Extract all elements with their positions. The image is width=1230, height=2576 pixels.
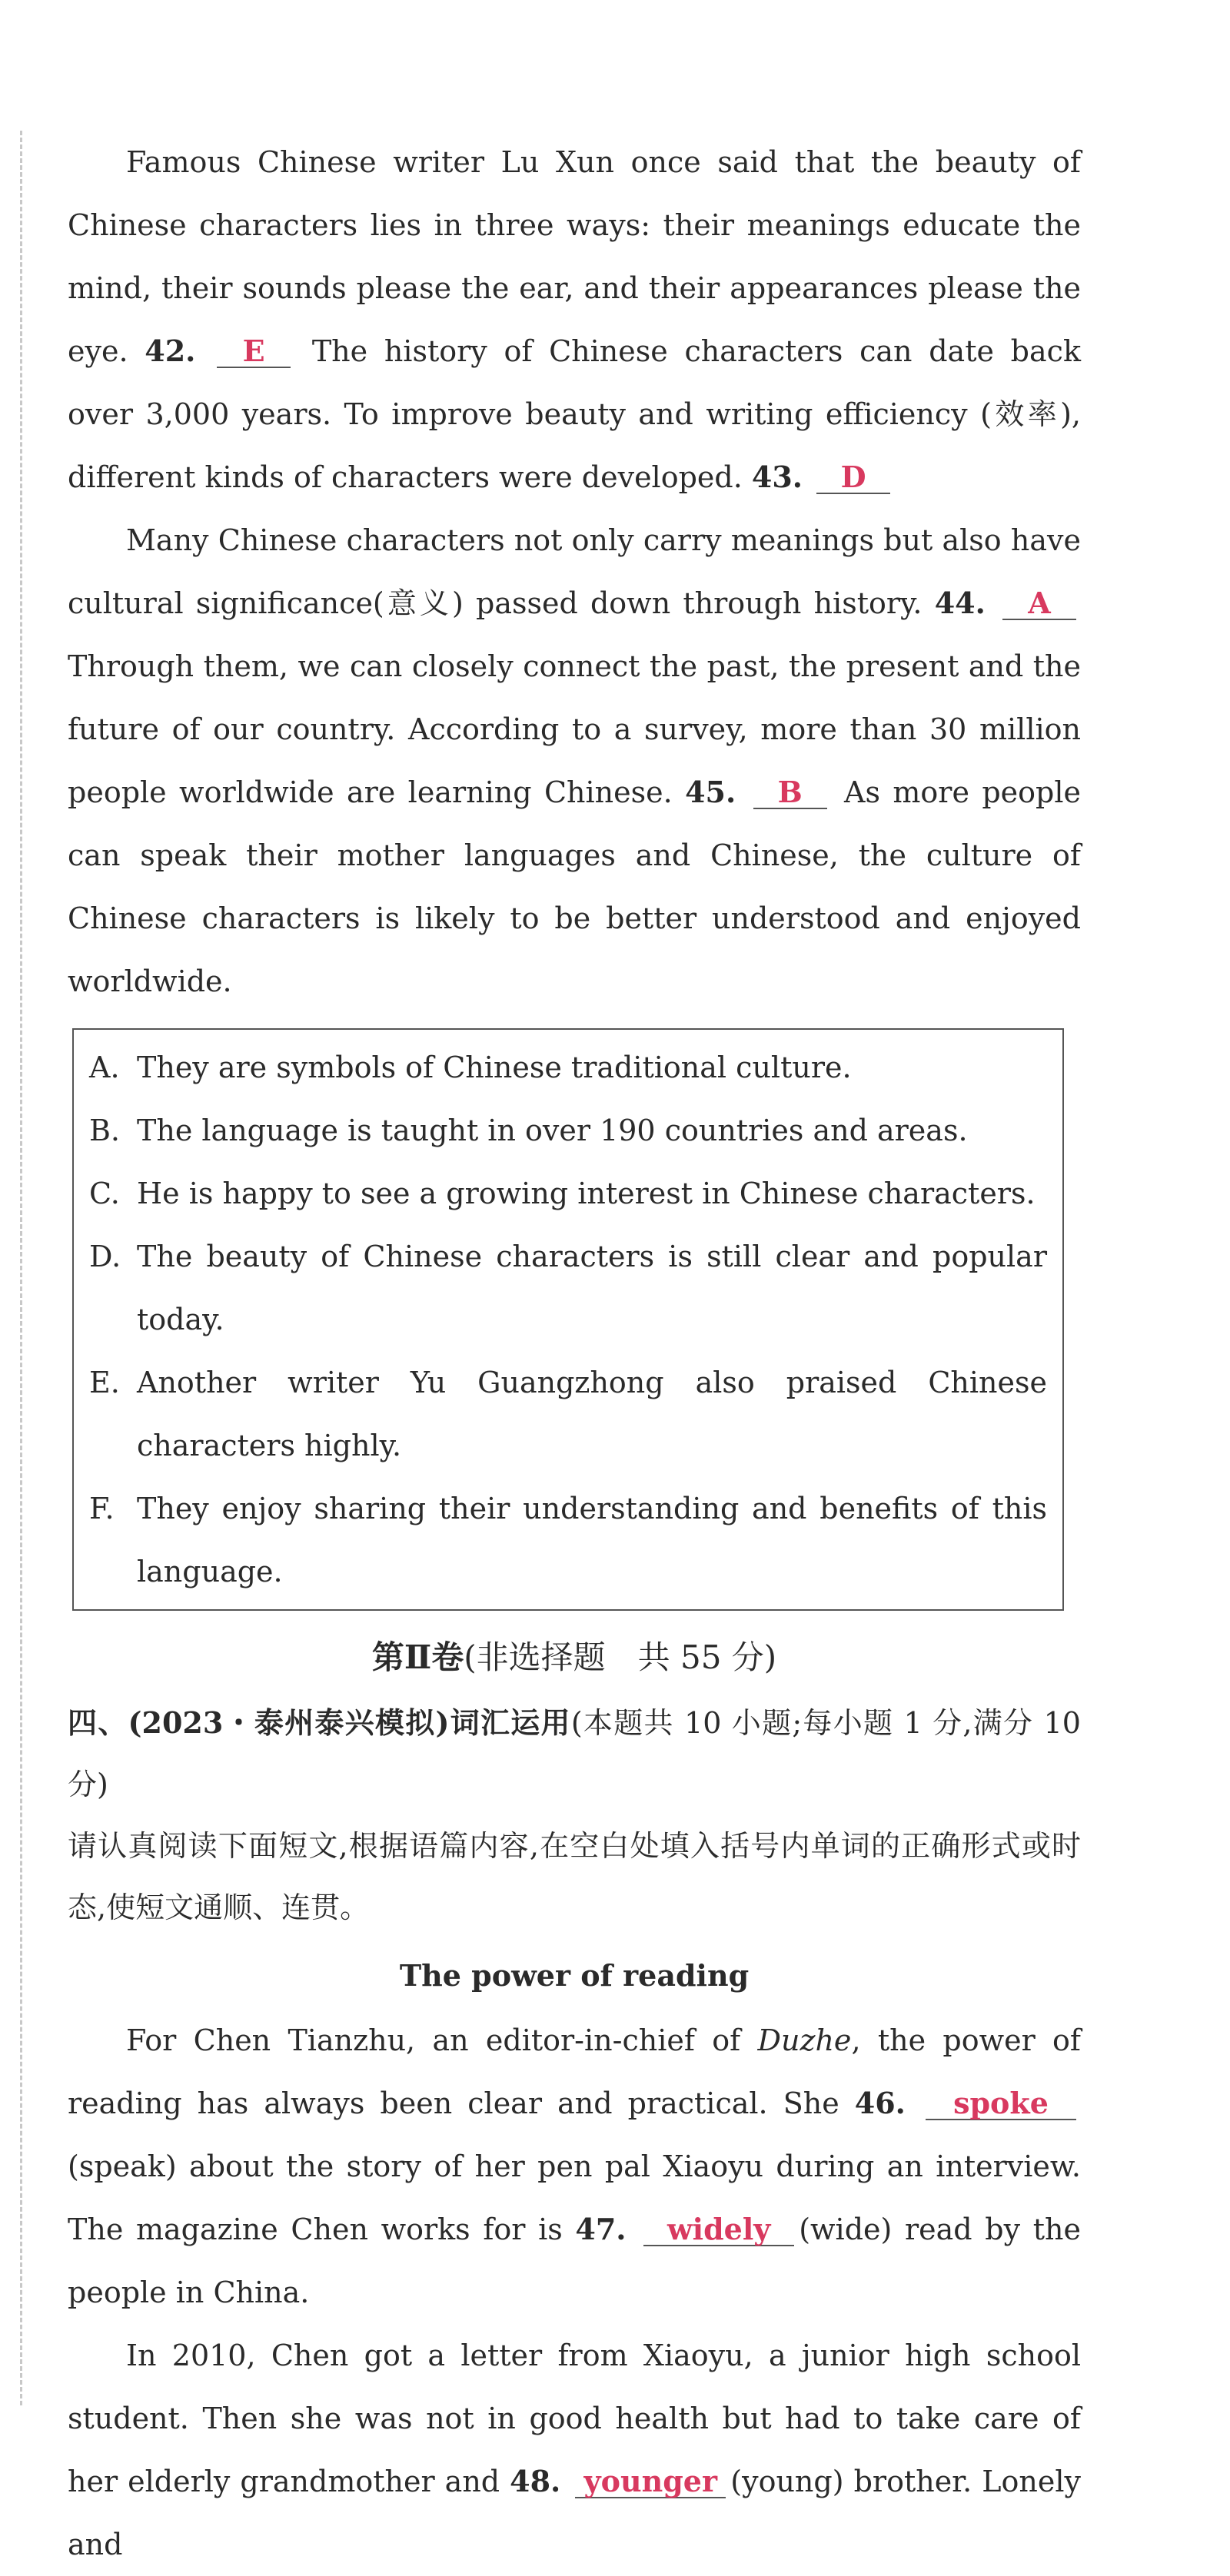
part-4-heading bbox=[68, 1692, 1081, 1815]
answer-blank-44[interactable]: A bbox=[1002, 588, 1076, 620]
question-47-hint: (wide) bbox=[799, 2213, 893, 2246]
option-letter: A. bbox=[89, 1051, 120, 1084]
question-43-number: 43. bbox=[751, 460, 803, 494]
option-f bbox=[89, 1477, 1047, 1603]
page-content bbox=[68, 131, 1081, 2576]
question-47-number: 47. bbox=[575, 2212, 627, 2246]
answer-blank-47[interactable]: widely bbox=[643, 2214, 794, 2246]
passage2-paragraph-2 bbox=[68, 2324, 1081, 2576]
answer-blank-45[interactable]: B bbox=[753, 777, 827, 809]
question-48-hint: (young) bbox=[730, 2465, 844, 2498]
option-text: The language is taught in over 190 countries and areas. bbox=[137, 1114, 968, 1147]
p1-sentence-1: Famous Chinese writer Lu Xun once said that the beauty of Chinese characters lies in three ways: their meanings educate the mind, their sounds please the ear, and their appearances please the eye. bbox=[68, 145, 1081, 368]
passage2-paragraph-1 bbox=[68, 2009, 1081, 2324]
p2-text-2: brother. Lonely and bbox=[68, 2465, 1081, 2561]
p1-text-2: , the power of reading has always been clear and practical. She bbox=[68, 2023, 1081, 2120]
p1-sentence-2: The history of Chinese characters can date back over 3,000 years. To improve beauty and writing efficiency (效率), different kinds of characters were developed. bbox=[68, 334, 1081, 494]
option-letter: D. bbox=[89, 1240, 121, 1273]
option-letter: B. bbox=[89, 1114, 121, 1147]
option-a bbox=[89, 1036, 1047, 1099]
part-4-instructions: 请认真阅读下面短文,根据语篇内容,在空白处填入括号内单词的正确形式或时态,使短文通顺、连贯。 bbox=[68, 1829, 1081, 1924]
option-e bbox=[89, 1351, 1047, 1477]
p1-text-4: read by the people in China. bbox=[68, 2213, 1081, 2309]
question-48-number: 48. bbox=[510, 2464, 561, 2498]
p2-sentence-1: Many Chinese characters not only carry meanings but also have cultural significance(意义) passed down through history. bbox=[68, 523, 1081, 620]
part-4-heading-rest: (本题共 10 小题;每小题 1 分,满分 10 分) bbox=[68, 1706, 1081, 1801]
passage1-paragraph-1 bbox=[68, 131, 1081, 509]
margin-dashed-line bbox=[20, 131, 22, 2405]
option-text: They are symbols of Chinese traditional culture. bbox=[137, 1051, 852, 1084]
passage1-paragraph-2 bbox=[68, 509, 1081, 1013]
question-46-number: 46. bbox=[854, 2086, 906, 2120]
option-text: The beauty of Chinese characters is still clear and popular today. bbox=[137, 1240, 1047, 1336]
part-4-heading-prefix: 四、(2023・泰州泰兴模拟) bbox=[68, 1705, 450, 1740]
answer-blank-48[interactable]: younger bbox=[575, 2466, 726, 2498]
question-42-number: 42. bbox=[145, 334, 196, 368]
options-box bbox=[72, 1028, 1064, 1611]
option-text: They enjoy sharing their understanding and benefits of this language. bbox=[137, 1492, 1047, 1588]
p2-text-1: In 2010, Chen got a letter from Xiaoyu, a junior high school student. Then she was not in good health but had to take care of her elderly grandmother and bbox=[68, 2339, 1081, 2498]
option-text: Another writer Yu Guangzhong also praised Chinese characters highly. bbox=[137, 1366, 1047, 1462]
option-d bbox=[89, 1225, 1047, 1351]
option-letter: E. bbox=[89, 1366, 120, 1399]
section-2-title bbox=[68, 1623, 1081, 1692]
option-c bbox=[89, 1162, 1047, 1225]
answer-blank-46[interactable]: spoke bbox=[926, 2088, 1076, 2120]
p2-sentence-2: Through them, we can closely connect the past, the present and the future of our country. According to a survey, more than 30 million people worldwide are learning Chinese. bbox=[68, 649, 1081, 809]
p2-sentence-3: As more people can speak their mother languages and Chinese, the culture of Chinese characters is likely to be better understood and enjoyed worldwide. bbox=[68, 775, 1081, 998]
p1-text-3: about the story of her pen pal Xiaoyu during an interview. The magazine Chen works for is bbox=[68, 2149, 1081, 2246]
answer-blank-42[interactable]: E bbox=[217, 336, 291, 368]
option-text: He is happy to see a growing interest in Chinese characters. bbox=[137, 1177, 1036, 1210]
question-45-number: 45. bbox=[685, 775, 736, 809]
section-2-title-bold: 第Ⅱ卷 bbox=[371, 1638, 464, 1676]
answer-blank-43[interactable]: D bbox=[816, 462, 890, 494]
question-46-hint: (speak) bbox=[68, 2149, 177, 2183]
passage-title: The power of reading bbox=[399, 1958, 750, 1993]
magazine-name: Duzhe bbox=[757, 2023, 852, 2057]
question-44-number: 44. bbox=[934, 586, 986, 620]
option-letter: F. bbox=[89, 1492, 115, 1525]
section-2-title-rest: (非选择题 共 55 分) bbox=[464, 1638, 777, 1676]
p1-text-1: For Chen Tianzhu, an editor-in-chief of bbox=[126, 2023, 758, 2057]
option-b bbox=[89, 1099, 1047, 1162]
part-4-heading-bold: 词汇运用 bbox=[449, 1705, 571, 1740]
option-letter: C. bbox=[89, 1177, 120, 1210]
